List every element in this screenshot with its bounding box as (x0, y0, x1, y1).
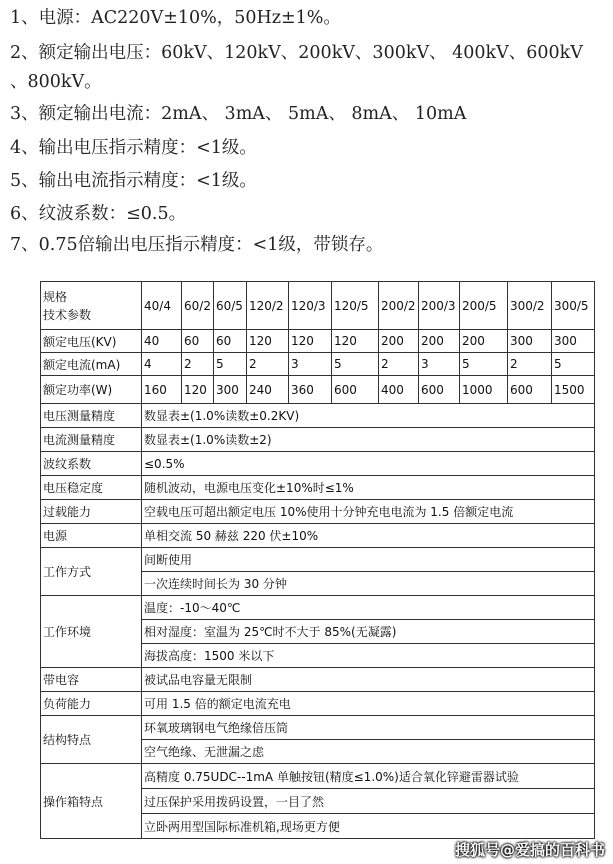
table-cell: 3 (418, 353, 459, 376)
row-label: 操作箱特点 (41, 764, 142, 839)
table-cell: 一次连续时间长为 30 分钟 (142, 572, 595, 596)
table-cell: 300 (507, 330, 551, 353)
table-cell: 600 (418, 376, 459, 404)
spec-header-cell: 60/5 (213, 282, 246, 330)
spec-header-cell: 200/3 (418, 282, 459, 330)
table-cell: 温度：-10～40℃ (142, 596, 595, 620)
table-cell: 空气绝缘、无泄漏之虑 (142, 740, 595, 764)
spec-line-7: 7、0.75倍输出电压指示精度：<1级，带锁存。 (10, 235, 384, 255)
table-row (41, 668, 595, 692)
table-row (41, 353, 595, 376)
row-label: 电源 (41, 524, 142, 548)
row-label: 额定功率(W) (41, 376, 142, 404)
spec-line-2: 2、额定输出电压：60kV、120kV、200kV、300kV、 400kV、600kV (10, 43, 583, 63)
table-cell: 40 (142, 330, 182, 353)
table-cell: 环氧玻璃钢电气绝缘倍压筒 (142, 716, 595, 740)
table-cell: 60 (182, 330, 214, 353)
spec-header-cell: 200/2 (378, 282, 418, 330)
table-cell: 过压保护采用拨码设置，一目了然 (142, 789, 595, 814)
spec-header-cell: 40/4 (142, 282, 182, 330)
table-row (41, 596, 595, 620)
table-cell: 立卧两用型国际标准机箱,现场更方便 (142, 814, 595, 839)
table-cell: 300 (551, 330, 594, 353)
table-cell: 被试品电容量无限制 (142, 668, 595, 692)
table-cell: 240 (246, 376, 288, 404)
table-row (41, 376, 595, 404)
table-row (41, 548, 595, 572)
table-cell: 1500 (551, 376, 594, 404)
table-cell: 2 (182, 353, 214, 376)
table-cell: 5 (331, 353, 378, 376)
row-label: 带电容 (41, 668, 142, 692)
row-label: 额定电流(mA) (41, 353, 142, 376)
row-label: 工作环境 (41, 596, 142, 668)
table-cell: 600 (331, 376, 378, 404)
table-cell: 5 (551, 353, 594, 376)
table-cell: 1000 (459, 376, 507, 404)
table-cell: 相对湿度：室温为 25℃时不大于 85%(无凝露) (142, 620, 595, 644)
spec-line-1: 1、电源：AC220V±10%，50Hz±1%。 (10, 8, 341, 28)
header-param-label: 技术参数 (43, 307, 92, 322)
table-row (41, 404, 595, 428)
table-cell: 4 (142, 353, 182, 376)
spec-header-cell: 120/2 (246, 282, 288, 330)
row-label: 负荷能力 (41, 692, 142, 716)
table-cell: 60 (213, 330, 246, 353)
table-cell: 360 (288, 376, 331, 404)
header-spec-label: 规格 (43, 289, 68, 304)
table-cell: 空载电压可超出额定电压 10%使用十分钟充电电流为 1.5 倍额定电流 (142, 500, 595, 524)
table-cell: 160 (142, 376, 182, 404)
table-cell: 200 (459, 330, 507, 353)
table-corner-cell (41, 282, 142, 330)
table-row (41, 428, 595, 452)
table-cell: 2 (246, 353, 288, 376)
table-cell: 可用 1.5 倍的额定电流充电 (142, 692, 595, 716)
table-cell: 5 (213, 353, 246, 376)
spec-header-cell: 120/5 (331, 282, 378, 330)
table-cell: 120 (288, 330, 331, 353)
table-row (41, 692, 595, 716)
spec-table (40, 281, 595, 839)
spec-header-cell: 60/2 (182, 282, 214, 330)
table-cell: 数显表±(1.0%读数±0.2KV) (142, 404, 595, 428)
table-cell: 600 (507, 376, 551, 404)
row-label: 额定电压(KV) (41, 330, 142, 353)
row-label: 电压测量精度 (41, 404, 142, 428)
spec-header-cell: 200/5 (459, 282, 507, 330)
row-label: 波纹系数 (41, 452, 142, 476)
table-cell: 120 (246, 330, 288, 353)
table-cell: 200 (378, 330, 418, 353)
table-cell: 高精度 0.75UDC--1mA 单触按钮(精度≤1.0%)适合氧化锌避雷器试验 (142, 764, 595, 789)
row-label: 工作方式 (41, 548, 142, 596)
table-row (41, 330, 595, 353)
table-cell: 数显表±(1.0%读数±2) (142, 428, 595, 452)
table-row (41, 476, 595, 500)
table-cell: 120 (331, 330, 378, 353)
table-cell: 400 (378, 376, 418, 404)
table-cell: 3 (288, 353, 331, 376)
table-cell: 2 (507, 353, 551, 376)
table-cell: 海拔高度：1500 米以下 (142, 644, 595, 668)
table-cell: 随机波动，电源电压变化±10%时≤1% (142, 476, 595, 500)
spec-header-cell: 120/3 (288, 282, 331, 330)
spec-header-cell: 300/5 (551, 282, 594, 330)
table-cell: 5 (459, 353, 507, 376)
spec-line-5: 5、输出电流指示精度：<1级。 (10, 171, 257, 191)
table-row (41, 452, 595, 476)
row-label: 结构特点 (41, 716, 142, 764)
table-cell: ≤0.5% (142, 452, 595, 476)
row-label: 过载能力 (41, 500, 142, 524)
table-cell: 120 (182, 376, 214, 404)
row-label: 电流测量精度 (41, 428, 142, 452)
spec-line-2-cont: 、800kV。 (10, 72, 102, 92)
spec-line-4: 4、输出电压指示精度：<1级。 (10, 138, 257, 158)
table-header-row (41, 282, 595, 330)
table-row (41, 716, 595, 740)
spec-header-cell: 300/2 (507, 282, 551, 330)
table-cell: 300 (213, 376, 246, 404)
table-row (41, 764, 595, 789)
table-cell: 间断使用 (142, 548, 595, 572)
table-cell: 单相交流 50 赫兹 220 伏±10% (142, 524, 595, 548)
spec-line-6: 6、纹波系数：≤0.5。 (10, 204, 187, 224)
spec-line-3: 3、额定输出电流：2mA、 3mA、 5mA、 8mA、 10mA (10, 104, 467, 124)
watermark: 搜狐号@爱搞的百科书 (454, 841, 605, 859)
table-row (41, 524, 595, 548)
table-cell: 2 (378, 353, 418, 376)
row-label: 电压稳定度 (41, 476, 142, 500)
table-cell: 200 (418, 330, 459, 353)
table-row (41, 500, 595, 524)
